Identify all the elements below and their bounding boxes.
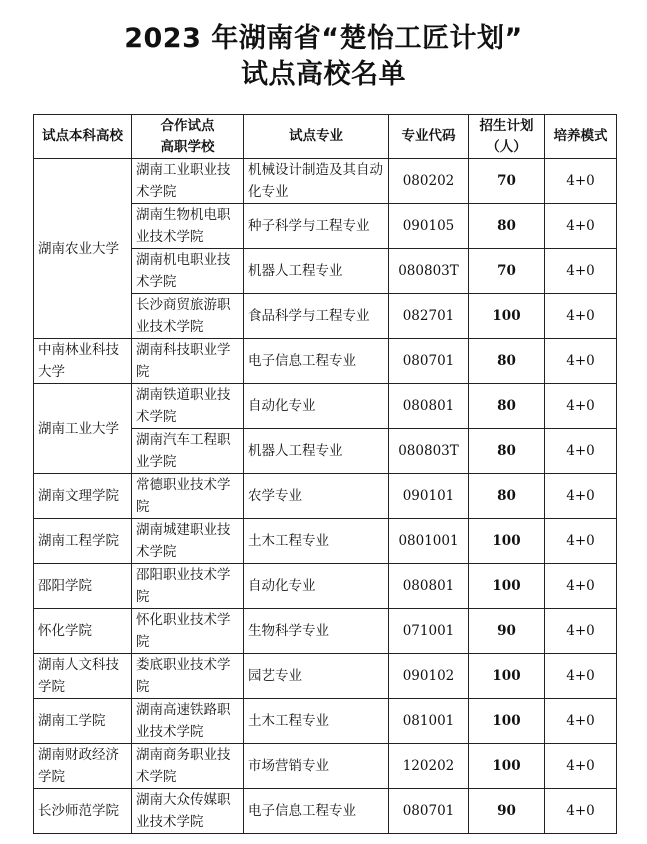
enrollment-plan-cell: 90 xyxy=(469,789,545,834)
training-mode-cell: 4+0 xyxy=(545,204,617,249)
enrollment-plan-cell: 100 xyxy=(469,294,545,339)
enrollment-plan-cell: 90 xyxy=(469,609,545,654)
enrollment-plan-cell: 80 xyxy=(469,204,545,249)
header-university: 试点本科高校 xyxy=(34,115,132,159)
university-cell: 湖南文理学院 xyxy=(34,474,132,519)
partner-school-cell: 湖南大众传媒职业技术学院 xyxy=(132,789,244,834)
training-mode-cell: 4+0 xyxy=(545,564,617,609)
major-cell: 农学专业 xyxy=(244,474,389,519)
header-plan-line1: 招生计划 xyxy=(479,117,534,134)
major-code-cell: 080701 xyxy=(389,789,469,834)
enrollment-plan-cell: 100 xyxy=(469,744,545,789)
partner-school-cell: 湖南商务职业技术学院 xyxy=(132,744,244,789)
training-mode-cell: 4+0 xyxy=(545,474,617,519)
table-header-row xyxy=(34,115,617,159)
major-code-cell: 080202 xyxy=(389,159,469,204)
major-cell: 自动化专业 xyxy=(244,384,389,429)
university-cell: 邵阳学院 xyxy=(34,564,132,609)
table-row xyxy=(34,474,617,519)
training-mode-cell: 4+0 xyxy=(545,249,617,294)
training-mode-cell: 4+0 xyxy=(545,159,617,204)
major-cell: 自动化专业 xyxy=(244,564,389,609)
major-code-cell: 0801001 xyxy=(389,519,469,564)
major-cell: 园艺专业 xyxy=(244,654,389,699)
header-major: 试点专业 xyxy=(244,115,389,159)
table-body xyxy=(34,159,617,834)
enrollment-plan-cell: 80 xyxy=(469,429,545,474)
partner-school-cell: 湖南城建职业技术学院 xyxy=(132,519,244,564)
partner-school-cell: 邵阳职业技术学院 xyxy=(132,564,244,609)
major-cell: 生物科学专业 xyxy=(244,609,389,654)
major-code-cell: 080701 xyxy=(389,339,469,384)
major-cell: 电子信息工程专业 xyxy=(244,339,389,384)
university-cell: 湖南财政经济学院 xyxy=(34,744,132,789)
major-code-cell: 090105 xyxy=(389,204,469,249)
major-cell: 土木工程专业 xyxy=(244,699,389,744)
table-row xyxy=(34,744,617,789)
header-mode: 培养模式 xyxy=(545,115,617,159)
table-row xyxy=(34,159,617,204)
training-mode-cell: 4+0 xyxy=(545,519,617,564)
major-cell: 市场营销专业 xyxy=(244,744,389,789)
partner-school-cell: 湖南工业职业技术学院 xyxy=(132,159,244,204)
major-cell: 种子科学与工程专业 xyxy=(244,204,389,249)
partner-school-cell: 长沙商贸旅游职业技术学院 xyxy=(132,294,244,339)
major-code-cell: 082701 xyxy=(389,294,469,339)
header-plan xyxy=(469,115,545,159)
partner-school-cell: 湖南科技职业学院 xyxy=(132,339,244,384)
page-title-line-2: 试点高校名单 xyxy=(241,59,406,90)
table-row xyxy=(34,699,617,744)
major-cell: 电子信息工程专业 xyxy=(244,789,389,834)
header-plan-line2: （人） xyxy=(486,138,527,155)
major-cell: 食品科学与工程专业 xyxy=(244,294,389,339)
training-mode-cell: 4+0 xyxy=(545,744,617,789)
partner-school-cell: 常德职业技术学院 xyxy=(132,474,244,519)
enrollment-plan-cell: 80 xyxy=(469,474,545,519)
major-cell: 机械设计制造及其自动化专业 xyxy=(244,159,389,204)
major-cell: 土木工程专业 xyxy=(244,519,389,564)
major-code-cell: 090101 xyxy=(389,474,469,519)
training-mode-cell: 4+0 xyxy=(545,384,617,429)
university-cell: 湖南工程学院 xyxy=(34,519,132,564)
university-cell: 湖南人文科技学院 xyxy=(34,654,132,699)
major-code-cell: 090102 xyxy=(389,654,469,699)
partner-school-cell: 湖南机电职业技术学院 xyxy=(132,249,244,294)
university-cell: 湖南工业大学 xyxy=(34,384,132,474)
training-mode-cell: 4+0 xyxy=(545,699,617,744)
major-code-cell: 080803T xyxy=(389,249,469,294)
training-mode-cell: 4+0 xyxy=(545,429,617,474)
training-mode-cell: 4+0 xyxy=(545,789,617,834)
page-title-line-1: 2023 年湖南省“楚怡工匠计划” xyxy=(124,23,523,54)
table-row xyxy=(34,384,617,429)
table-row xyxy=(34,519,617,564)
enrollment-plan-cell: 70 xyxy=(469,159,545,204)
major-code-cell: 120202 xyxy=(389,744,469,789)
partner-school-cell: 娄底职业技术学院 xyxy=(132,654,244,699)
table-row xyxy=(34,654,617,699)
training-mode-cell: 4+0 xyxy=(545,654,617,699)
pilot-schools-table xyxy=(33,114,617,834)
training-mode-cell: 4+0 xyxy=(545,294,617,339)
major-code-cell: 080803T xyxy=(389,429,469,474)
major-code-cell: 080801 xyxy=(389,384,469,429)
university-cell: 中南林业科技大学 xyxy=(34,339,132,384)
university-cell: 怀化学院 xyxy=(34,609,132,654)
table-row xyxy=(34,564,617,609)
training-mode-cell: 4+0 xyxy=(545,339,617,384)
enrollment-plan-cell: 80 xyxy=(469,339,545,384)
major-code-cell: 081001 xyxy=(389,699,469,744)
header-partner xyxy=(132,115,244,159)
partner-school-cell: 怀化职业技术学院 xyxy=(132,609,244,654)
university-cell: 湖南工学院 xyxy=(34,699,132,744)
table-row xyxy=(34,789,617,834)
partner-school-cell: 湖南汽车工程职业学院 xyxy=(132,429,244,474)
header-partner-line1: 合作试点 xyxy=(160,117,215,134)
header-code: 专业代码 xyxy=(389,115,469,159)
enrollment-plan-cell: 80 xyxy=(469,384,545,429)
table-row xyxy=(34,609,617,654)
enrollment-plan-cell: 70 xyxy=(469,249,545,294)
major-cell: 机器人工程专业 xyxy=(244,429,389,474)
enrollment-plan-cell: 100 xyxy=(469,564,545,609)
university-cell: 湖南农业大学 xyxy=(34,159,132,339)
partner-school-cell: 湖南生物机电职业技术学院 xyxy=(132,204,244,249)
major-cell: 机器人工程专业 xyxy=(244,249,389,294)
major-code-cell: 080801 xyxy=(389,564,469,609)
enrollment-plan-cell: 100 xyxy=(469,699,545,744)
major-code-cell: 071001 xyxy=(389,609,469,654)
partner-school-cell: 湖南高速铁路职业技术学院 xyxy=(132,699,244,744)
enrollment-plan-cell: 100 xyxy=(469,519,545,564)
enrollment-plan-cell: 100 xyxy=(469,654,545,699)
training-mode-cell: 4+0 xyxy=(545,609,617,654)
university-cell: 长沙师范学院 xyxy=(34,789,132,834)
table-row xyxy=(34,339,617,384)
partner-school-cell: 湖南铁道职业技术学院 xyxy=(132,384,244,429)
header-partner-line2: 高职学校 xyxy=(160,138,215,155)
